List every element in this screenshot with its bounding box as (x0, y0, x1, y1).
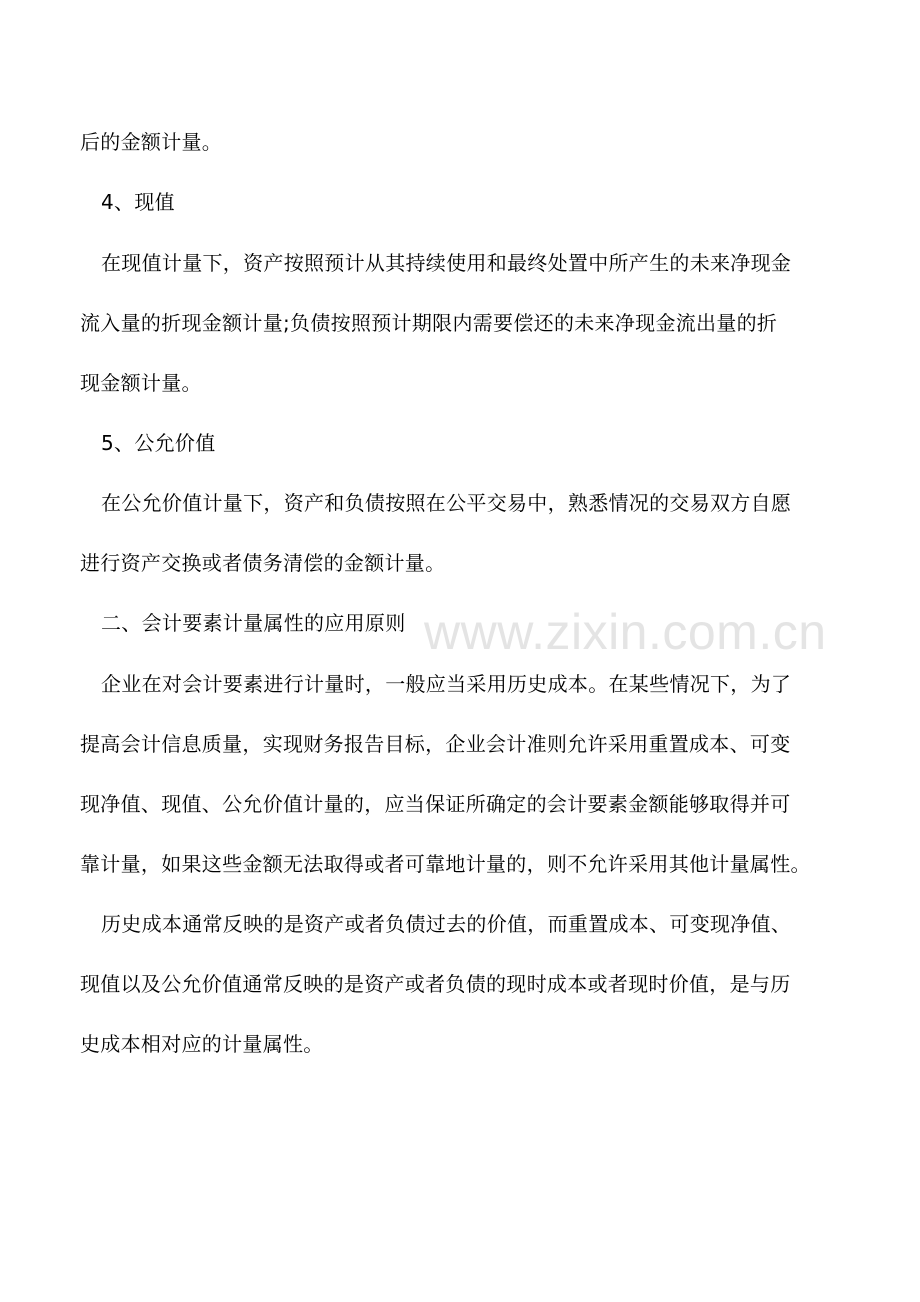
paragraph-line: 进行资产交换或者债务清偿的金额计量。 (80, 551, 446, 575)
paragraph-line: 企业在对会计要素进行计量时，一般应当采用历史成本。在某些情况下，为了 (101, 672, 792, 696)
paragraph-line: 历史成本通常反映的是资产或者负债过去的价值，而重置成本、可变现净值、 (101, 912, 792, 936)
paragraph-line: 现净值、现值、公允价值计量的，应当保证所确定的会计要素金额能够取得并可 (80, 792, 791, 816)
paragraph-line: 现金额计量。 (80, 371, 202, 395)
section-heading: 5、公允价值 (101, 431, 216, 455)
section-heading: 4、现值 (101, 190, 175, 214)
paragraph-line: 在公允价值计量下，资产和负债按照在公平交易中，熟悉情况的交易双方自愿 (101, 491, 792, 515)
paragraph-line: 在现值计量下，资产按照预计从其持续使用和最终处置中所产生的未来净现金 (101, 251, 792, 275)
paragraph-line: 流入量的折现金额计量;负债按照预计期限内需要偿还的未来净现金流出量的折 (80, 311, 778, 335)
paragraph-line: 靠计量，如果这些金额无法取得或者可靠地计量的，则不允许采用其他计量属性。 (80, 852, 811, 876)
watermark-text: www.zixin.com.cn (424, 604, 827, 660)
paragraph-line: 史成本相对应的计量属性。 (80, 1032, 324, 1056)
paragraph-line: 提高会计信息质量，实现财务报告目标，企业会计准则允许采用重置成本、可变 (80, 732, 791, 756)
paragraph-line: 后的金额计量。 (80, 130, 223, 154)
section-heading: 二、会计要素计量属性的应用原则 (101, 611, 406, 635)
paragraph-line: 现值以及公允价值通常反映的是资产或者负债的现时成本或者现时价值，是与历 (80, 972, 791, 996)
